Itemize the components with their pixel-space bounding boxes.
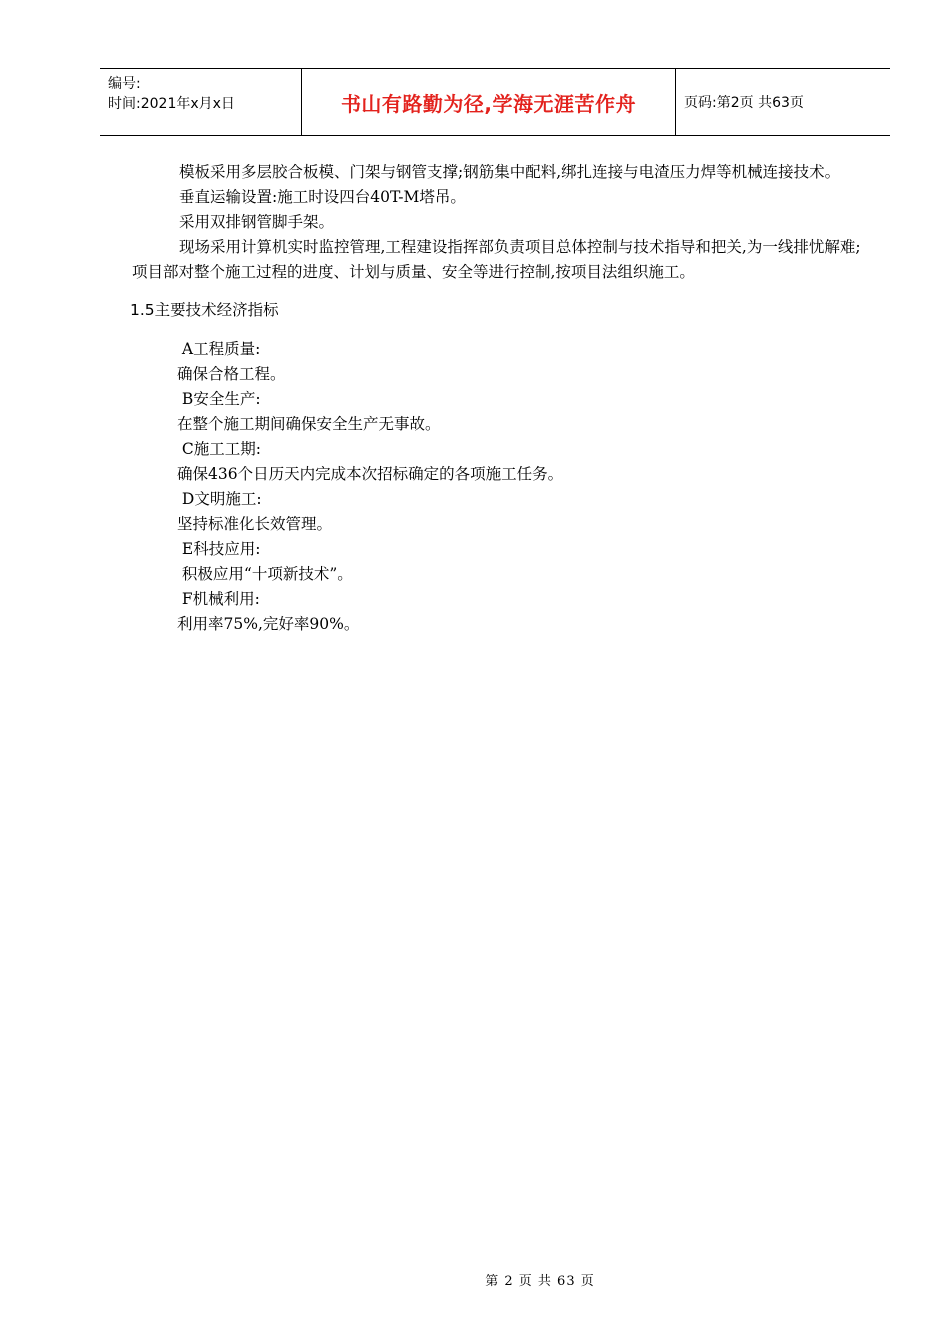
header-meta	[100, 69, 302, 135]
number-label: 编号:	[108, 76, 141, 92]
document-header	[100, 68, 890, 136]
header-page-info: 页码:第2页 共63页	[684, 95, 804, 111]
list-item: 确保436个日历天内完成本次招标确定的各项施工任务。	[177, 465, 564, 483]
list-item: 利用率75%,完好率90%。	[177, 615, 360, 633]
list-item: 坚持标准化长效管理。	[177, 515, 333, 533]
page-footer: 第 2 页 共 63 页	[485, 1274, 595, 1289]
paragraph: 现场采用计算机实时监控管理,工程建设指挥部负责项目总体控制与技术指导和把关,为一线排忧解难;项目部对整个施工过程的进度、计划与质量、安全等进行控制,按项目法组织施工。	[132, 238, 861, 281]
paragraph: 垂直运输设置:施工时设四台40T-M塔吊。	[179, 188, 466, 206]
list-item: F机械利用:	[177, 590, 260, 608]
list-item: A工程质量:	[177, 340, 261, 358]
paragraph: 采用双排钢管脚手架。	[179, 213, 335, 231]
section-heading: 1.5主要技术经济指标	[130, 301, 279, 319]
list-item: B安全生产:	[177, 390, 261, 408]
paragraph: 模板采用多层胶合板模、门架与钢管支撑;钢筋集中配料,绑扎连接与电渣压力焊等机械连接技术。	[179, 163, 841, 181]
list-item: E科技应用:	[177, 540, 261, 558]
document-body	[132, 160, 872, 637]
list-item: 积极应用“十项新技术”。	[177, 565, 353, 583]
indicator-list	[132, 337, 872, 637]
list-item: C施工工期:	[177, 440, 262, 458]
list-item: 确保合格工程。	[177, 365, 286, 383]
list-item: 在整个施工期间确保安全生产无事故。	[177, 415, 441, 433]
header-motto: 书山有路勤为径,学海无涯苦作舟	[302, 69, 676, 135]
list-item: D文明施工:	[177, 490, 262, 508]
time-label: 时间:2021年x月x日	[108, 96, 235, 112]
